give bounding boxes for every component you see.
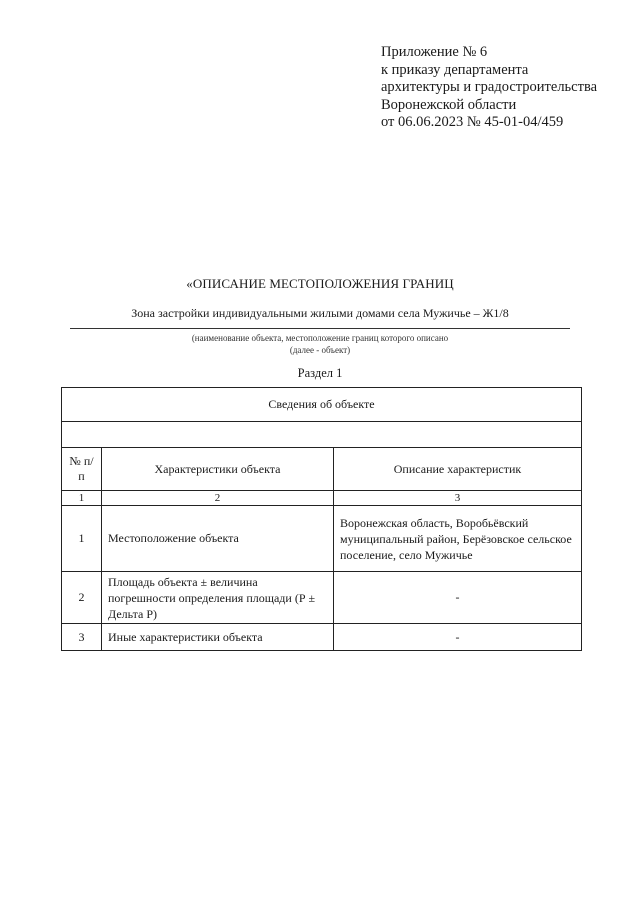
caption-line: (наименование объекта, местоположение границ которого описано [191,333,449,343]
table-row [62,572,582,624]
appendix-line: Воронежской области [381,96,517,113]
column-number: 1 [62,491,102,506]
caption-line: (далее - объект) [289,345,351,355]
row-characteristic: Площадь объекта ± величина погрешности определения площади (Р ± Дельта Р) [102,572,334,624]
row-characteristic: Иные характеристики объекта [102,624,334,651]
appendix-line: от 06.06.2023 № 45-01-04/459 [381,114,564,130]
object-caption [0,332,640,356]
underline-divider [70,328,570,329]
appendix-block [381,44,597,132]
column-number: 3 [334,491,582,506]
table-heading-row [62,388,582,422]
row-description: - [334,572,582,624]
table-blank-row [62,422,582,448]
column-header-description: Описание характеристик [334,448,582,491]
section-label: Раздел 1 [297,366,343,380]
row-description: - [334,624,582,651]
table-row [62,624,582,651]
table-header-row [62,448,582,491]
column-header-num: № п/п [62,448,102,491]
row-characteristic: Местоположение объекта [102,506,334,572]
appendix-line: Приложение № 6 [381,44,488,60]
appendix-line: к приказу департамента [381,61,529,78]
column-header-characteristic: Характеристики объекта [102,448,334,491]
column-number: 2 [102,491,334,506]
column-numbers-row [62,491,582,506]
document-title: «ОПИСАНИЕ МЕСТОПОЛОЖЕНИЯ ГРАНИЦ [186,276,454,291]
row-number: 3 [62,624,102,651]
row-number: 1 [62,506,102,572]
zone-name: Зона застройки индивидуальными жилыми домами села Мужичье – Ж1/8 [131,306,509,320]
row-description: Воронежская область, Воробьёвский муниципальный район, Берёзовское сельское поселение, село Мужичье [334,506,582,572]
row-number: 2 [62,572,102,624]
object-info-table [61,387,582,651]
table-heading: Сведения об объекте [62,388,582,422]
table-row [62,506,582,572]
appendix-line: архитектуры и градостроительства [381,79,598,95]
blank-cell [62,422,582,448]
